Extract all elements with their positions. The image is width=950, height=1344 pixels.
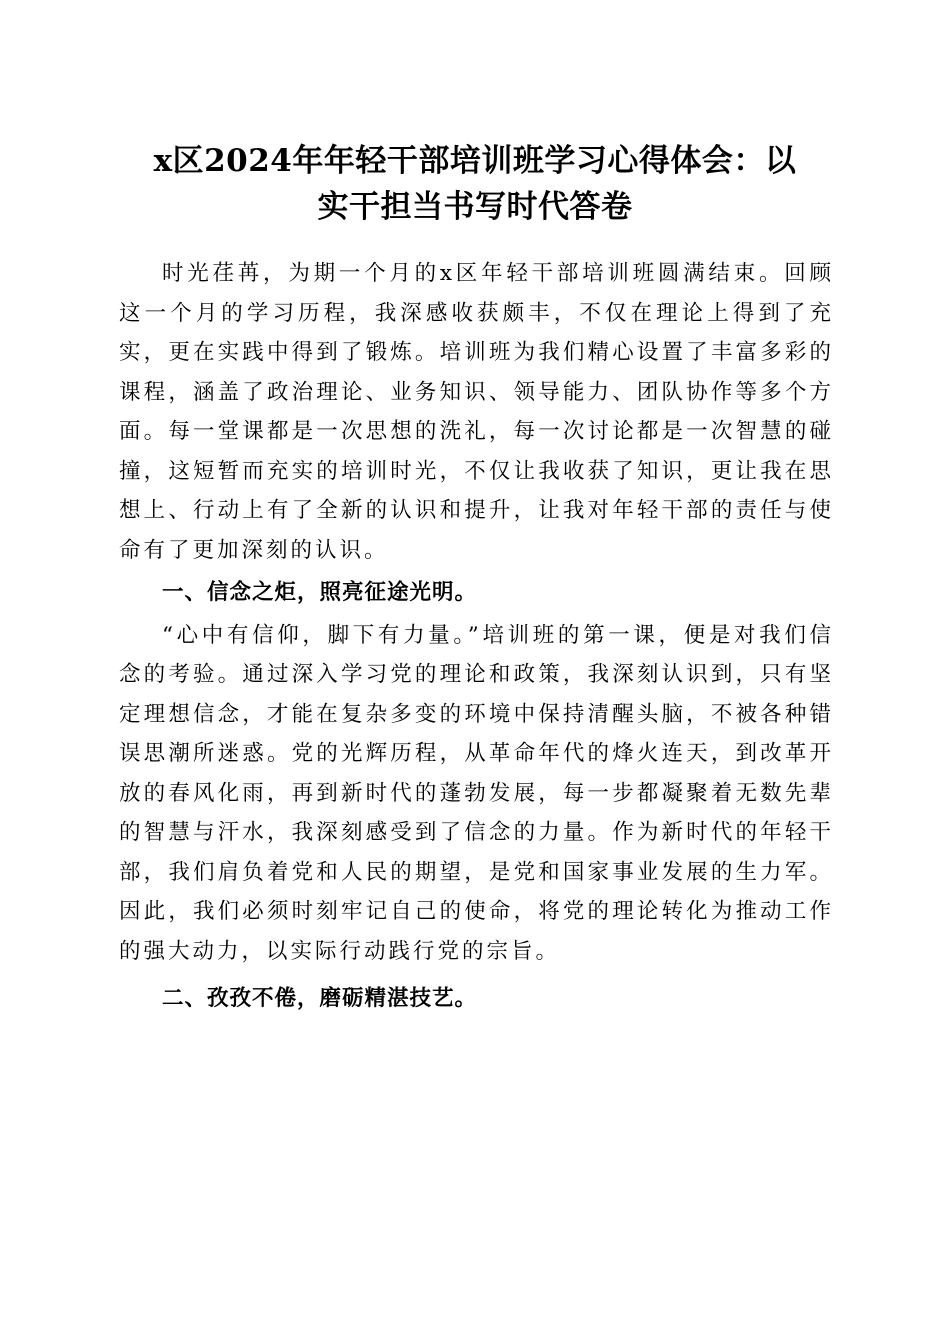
body-paragraph-intro: 时光荏苒，为期一个月的x区年轻干部培训班圆满结束。回顾这一个月的学习历程，我深感收获颇丰，不仅在理论上得到了充实，更在实践中得到了锻炼。培训班为我们精心设置了丰富多彩的课程，涵盖了政治理论、业务知识、领导能力、团队协作等多个方面。每一堂课都是一次思想的洗礼，每一次讨论都是一次智慧的碰撞，这短暂而充实的培训时光，不仅让我收获了知识，更让我在思想上、行动上有了全新的认识和提升，让我对年轻干部的责任与使命有了更加深刻的认识。 [119, 261, 834, 563]
body-paragraph-section-1: “心中有信仰，脚下有力量。”培训班的第一课，便是对我们信念的考验。通过深入学习党的理论和政策，我深刻认识到，只有坚定理想信念，才能在复杂多变的环境中保持清醒头脑，不被各种错误思潮所迷惑。党的光辉历程，从革命年代的烽火连天，到改革开放的春风化雨，再到新时代的蓬勃发展，每一步都凝聚着无数先辈的智慧与汗水，我深刻感受到了信念的力量。作为新时代的年轻干部，我们肩负着党和人民的期望，是党和国家事业发展的生力军。因此，我们必须时刻牢记自己的使命，将党的理论转化为推动工作的强大动力，以实际行动践行党的宗旨。 [119, 622, 834, 964]
section-heading-2: 二、孜孜不倦，磨砺精湛技艺。 [162, 986, 478, 1011]
document-body [119, 254, 834, 1022]
title-line-1: x区2024年年轻干部培训班学习心得体会：以 [153, 143, 797, 179]
document-title [100, 138, 850, 230]
section-heading-1: 一、信念之炬，照亮征途光明。 [162, 580, 478, 605]
title-line-2: 实干担当书写时代答卷 [317, 189, 633, 225]
